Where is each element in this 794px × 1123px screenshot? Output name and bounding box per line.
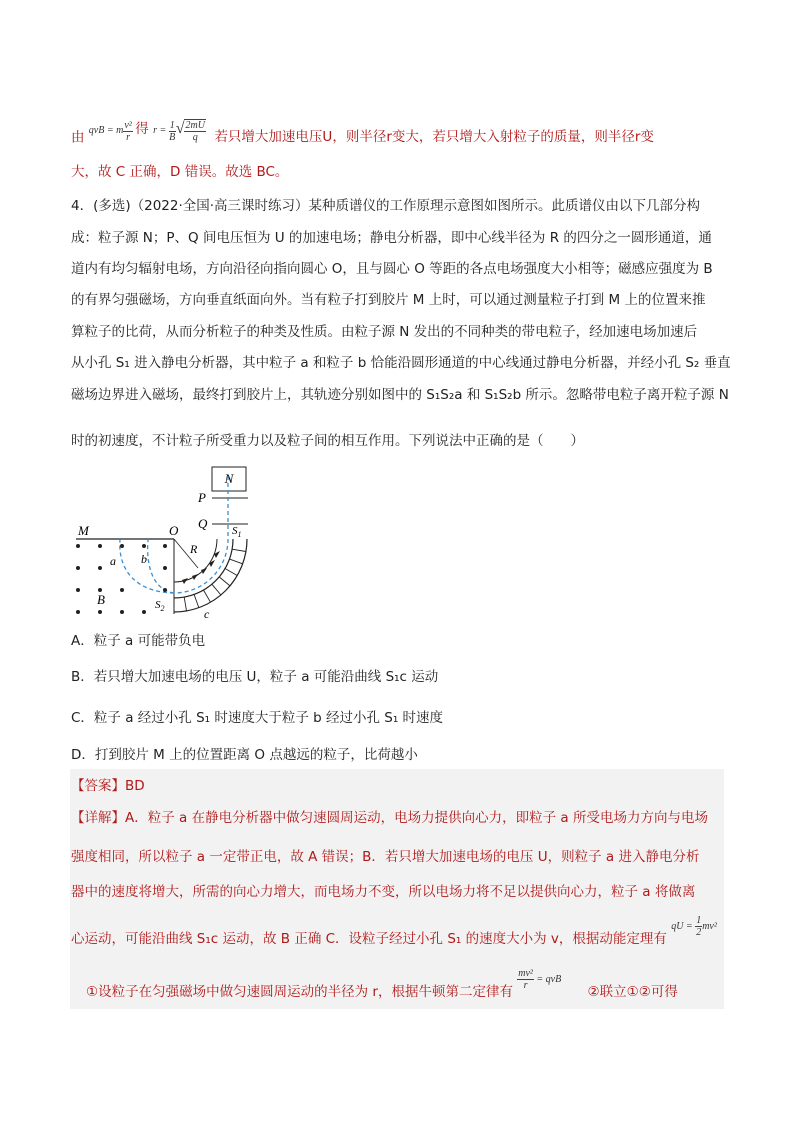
eq2-sqrt-den: q [192,132,198,143]
label-a: a [110,554,116,568]
eq3-num: 1 [696,915,702,927]
equation-mv2r [517,968,562,992]
detail-text-1: A．粒子 a 在静电分析器中做匀速圆周运动，电场力提供向心力，即粒子 a 所受电场力方向与电场 [125,810,708,826]
detail-line-3: 器中的速度将增大，所需的向心力增大，而电场力不变，所以电场力将不足以提供向心力，粒子 a 将做离 [71,884,696,900]
magnetic-field-dots [76,544,167,614]
label-n: N [224,471,234,486]
label-s1: $S_1$ [232,525,242,539]
detail-text-4: 心运动，可能沿曲线 S₁c 运动，故 B 正确 C．设粒子经过小孔 S₁ 的速度大小为 v，根据动能定理有 [71,931,667,947]
eq4-den: r [523,980,528,992]
label-p: P [198,490,206,505]
option-c: C．粒子 a 经过小孔 S₁ 时速度大于粒子 b 经过小孔 S₁ 时速度 [71,710,444,726]
prev-solution-text1: 若只增大加速电压U，则半径r变大，若只增大入射粒子的质量，则半径r变 [214,129,654,146]
question-line-6: 从小孔 S₁ 进入静电分析器，其中粒子 a 和粒子 b 恰能沿圆形通道的中心线通过静电分析器，并经小孔 S₂ 垂直 [71,355,731,371]
eq2-sqrt-num: 2mU [185,120,205,131]
label-m: M [78,523,89,538]
eq3-left: qU = [671,921,696,932]
question-line-2: 成：粒子源 N；P、Q 间电压恒为 U 的加速电场；静电分析器，即中心线半径为 R 的四分之一圆形通道，通 [71,230,712,246]
text-de: 得 [135,121,149,138]
mass-spectrometer-figure [70,464,270,628]
eq2-frac [169,120,176,143]
option-d: D．打到胶片 M 上的位置距离 O 点越远的粒子，比荷越小 [71,747,418,763]
answer-line [71,776,145,796]
option-a: A．粒子 a 可能带负电 [71,633,206,649]
eq3-den: 2 [696,927,702,939]
eq1-frac [123,120,132,143]
label-q: Q [198,516,208,531]
label-r: R [190,542,198,556]
eq3-tail: mv² [702,921,717,932]
label-b: b [141,552,147,566]
eq2-num: 1 [169,119,175,131]
label-s2: $S_2$ [155,599,165,613]
eq4-tail: = qvB [533,974,562,985]
question-line-1: 4．(多选)（2022·全国·高三课时练习）某种质谱仪的工作原理示意图如图所示。此质谱仪由以下几部分构 [71,198,701,214]
detail-line-4 [71,915,717,952]
question-line-7: 磁场边界进入磁场，最终打到胶片上，其轨迹分别如图中的 S₁S₂a 和 S₁S₂b 所示。忽略带电粒子离开粒子源 N [71,387,729,403]
prev-solution-line1 [71,119,654,151]
detail-line-2: 强度相同，所以粒子 a 一定带正电，故 A 错误；B．若只增大加速电场的电压 U，则粒子 a 进入静电分析 [71,849,700,865]
prev-solution-line2: 大，故 C 正确，D 错误。故选 BC。 [71,164,289,180]
equation-r [153,119,208,143]
label-c: c [204,607,210,621]
option-b: B．若只增大加速电场的电压 U，粒子 a 可能沿曲线 S₁c 运动 [71,669,439,685]
eq2-left: r = [153,125,169,137]
answer-value: BD [125,778,145,794]
question-line-4: 的有界匀强磁场，方向垂直纸面向外。当有粒子打到胶片 M 上时，可以通过测量粒子打到 M 上的位置来推 [71,292,706,308]
figure-svg [70,464,270,624]
label-o: O [169,523,179,538]
detail-label: 【详解】 [71,810,125,826]
question-line-3: 道内有均匀辐射电场，方向沿径向指向圆心 O，且与圆心 O 等距的各点电场强度大小相等；磁感应强度为 B [71,261,713,277]
eq4-frac [517,968,534,991]
eq1-left: qvB = m [88,125,124,137]
eq2-sqrt-frac [184,119,205,143]
answer-label: 【答案】 [71,778,125,794]
eq1-num: v² [124,119,132,131]
trajectory-b [148,540,174,593]
equation-qU [671,915,717,939]
detail-line-1 [71,808,708,828]
text-you: 由 [71,129,85,146]
eq1-den: r [126,131,130,143]
sqrt-sign: √ [175,120,185,138]
label-b-field: B [97,592,105,607]
question-line-8: 时的初速度，不计粒子所受重力以及粒子间的相互作用。下列说法中正确的是（ ） [71,433,584,449]
equation-qvB [88,119,135,143]
channel-inner-arc [174,539,233,598]
question-line-5: 算粒子的比荷，从而分析粒子的种类及性质。由粒子源 N 发出的不同种类的带电粒子，经加速电场加速后 [71,324,698,340]
eq4-num: mv² [518,968,533,980]
detail-text-5: ①设粒子在匀强磁场中做匀速圆周运动的半径为 r，根据牛顿第二定律有 [86,984,513,1000]
detail-text-5b: ②联立①②可得 [587,984,678,1000]
eq2-den: B [169,131,176,143]
detail-line-5 [86,968,678,1005]
